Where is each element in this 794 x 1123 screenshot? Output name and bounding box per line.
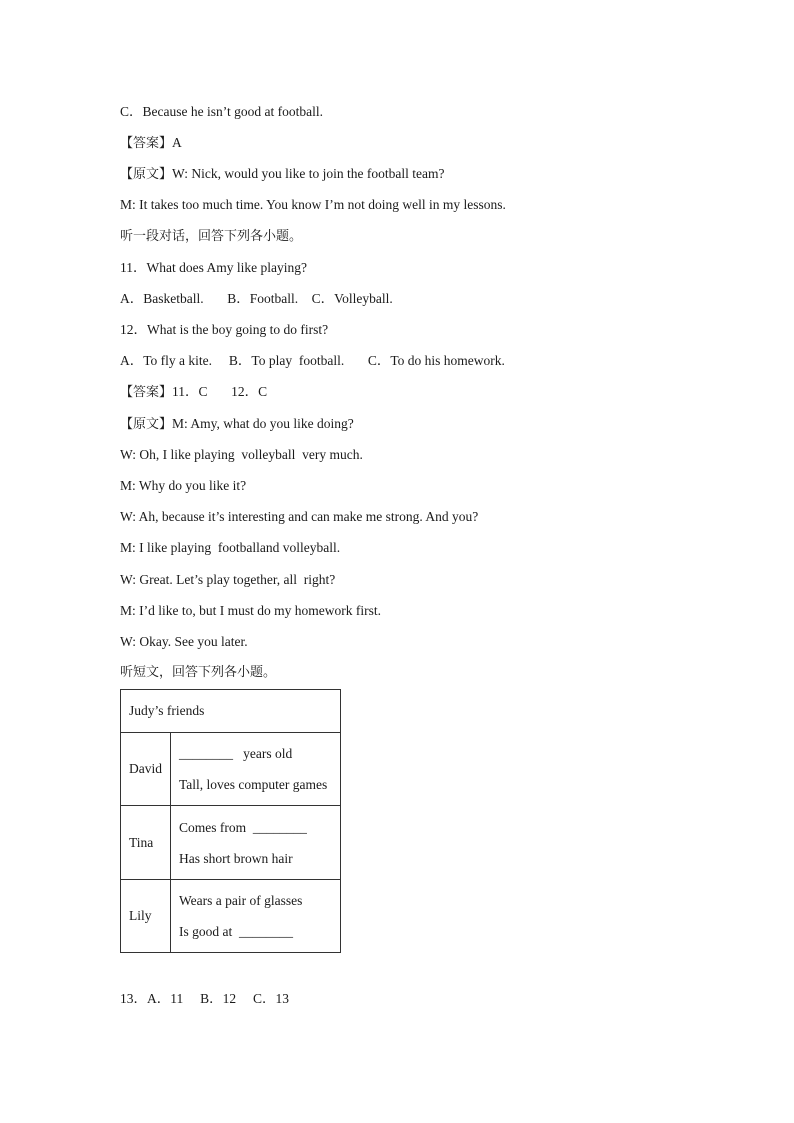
answer-label: 【答案】 [120,385,173,400]
transcript-line-10: W: Okay. See you later. [120,634,248,649]
transcript-line-6: W: Ah, because it’s interesting and can make me strong. And you? [120,509,479,524]
section-instruction-dialogue: 听一段对话，回答下列各小题。 [120,229,303,244]
table-row [121,880,341,953]
section-instruction-passage: 听短文，回答下列各小题。 [120,665,277,680]
transcript-label: 【原文】 [120,167,173,182]
transcript-line-8: W: Great. Let’s play together, all right? [120,572,336,587]
table-row [121,733,341,806]
transcript-line-7: M: I like playing footballand volleyball. [120,540,341,555]
table-row [121,806,341,880]
detail-line: Wears a pair of glasses [179,893,303,908]
detail-line: ________ years old [179,746,293,761]
transcript-text: M: Amy, what do you like doing? [172,416,354,431]
friend-name: David [121,733,171,806]
answer-line-1 [120,134,182,153]
transcript-line-4: W: Oh, I like playing volleyball very much. [120,447,363,462]
answer-text: A [172,135,182,150]
question-12-options: A．To fly a kite. B．To play football. C．To do his homework. [120,353,505,368]
friends-table [120,689,341,953]
question-12: 12．What is the boy going to do first? [120,322,329,337]
transcript-line-9: M: I’d like to, but I must do my homework first. [120,603,381,618]
detail-line: Has short brown hair [179,850,293,866]
friend-details [171,880,341,953]
transcript-line-5: M: Why do you like it? [120,478,247,493]
transcript-text: W: Nick, would you like to join the football team? [172,166,445,181]
transcript-label: 【原文】 [120,417,173,432]
transcript-line-2: M: It takes too much time. You know I’m not doing well in my lessons. [120,197,506,212]
friend-name: Lily [121,880,171,953]
answer-label: 【答案】 [120,136,173,151]
question-11-options: A．Basketball. B．Football. C．Volleyball. [120,291,393,306]
table-title: Judy’s friends [121,690,341,733]
friend-details [171,733,341,806]
transcript-line-1 [120,165,444,184]
friend-details [171,806,341,880]
question-13: 13．A．11 B．12 C．13 [120,991,290,1006]
question-11: 11．What does Amy like playing? [120,260,307,275]
answer-line-2 [120,383,267,402]
answer-text: 11．C 12．C [172,384,268,399]
friend-name: Tina [121,806,171,880]
detail-line: Comes from ________ [179,819,307,835]
option-c-line: C．Because he isn’t good at football. [120,104,323,119]
transcript-line-3 [120,415,354,434]
detail-line: Tall, loves computer games [179,777,328,792]
detail-line: Is good at ________ [179,924,293,939]
